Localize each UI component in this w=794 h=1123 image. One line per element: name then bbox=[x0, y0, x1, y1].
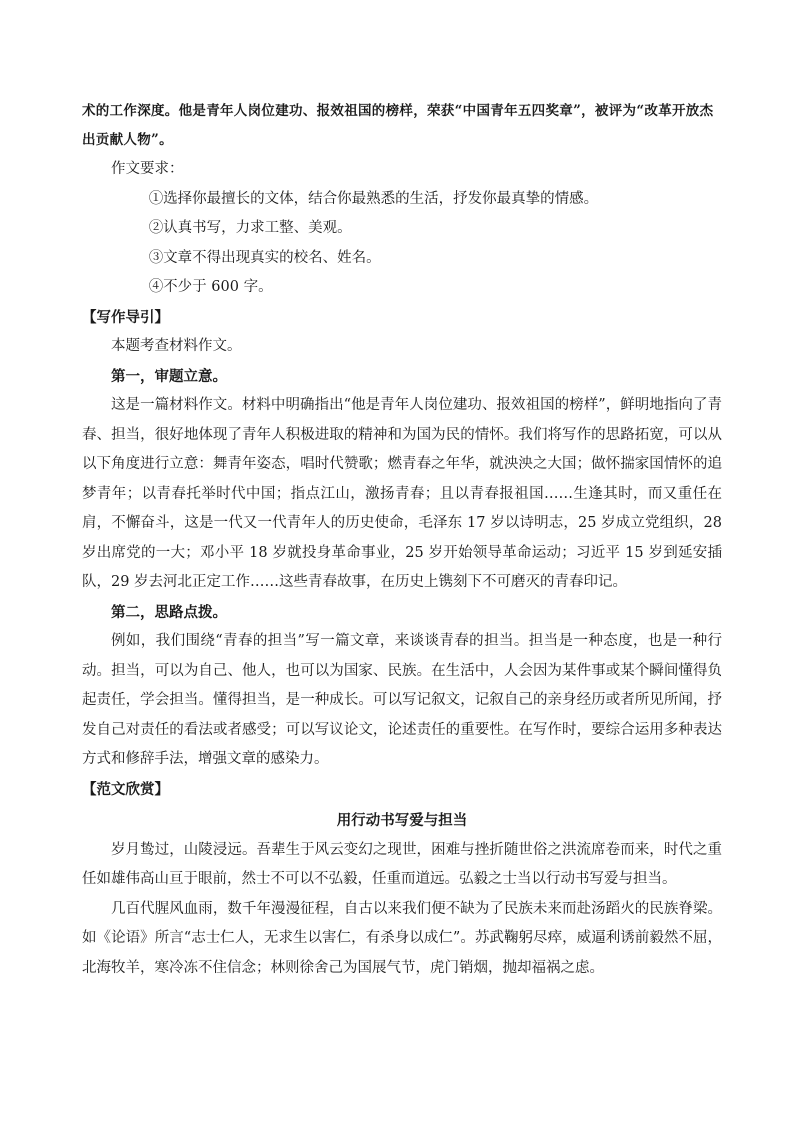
intro-line-2: 出贡献人物”。 bbox=[82, 132, 173, 148]
requirement-item-4: ④不少于 600 字。 bbox=[148, 279, 273, 295]
requirement-item-3: ③文章不得出现真实的校名、姓名。 bbox=[148, 249, 381, 266]
essay-paragraph-1: 岁月鸷过，山陵浸远。吾辈生于风云变幻之现世，困难与挫折随世俗之洪流席卷而来，时代之重任如雄伟高山亘于眼前，然士不可以不弘毅，任重而道远。弘毅之士当以行动书写爱与担当。 bbox=[82, 841, 722, 887]
point2-text: 例如，我们围绕“青春的担当”写一篇文章，来谈谈青春的担当。担当是一种态度，也是一种行动。担当，可以为自己、他人，也可以为国家、民族。在生活中，人会因为某件事或某个瞬间懂得负起责任，学会担当。懂得担当，是一种成长。可以写记叙文，记叙自己的亲身经历或者所见所闻，抒发自己对责任的看法或者感受；可以写议论文，论述责任的重要性。在写作时，要综合运用多种表达方式和修辞手法，增强文章的感染力。 bbox=[82, 633, 722, 767]
guide-summary: 本题考查材料作文。 bbox=[111, 338, 242, 354]
intro-line-1: 术的工作深度。他是青年人岗位建功、报效祖国的榜样，荣获“中国青年五四奖章”，被评为“改革开放杰 bbox=[82, 103, 714, 119]
guide-heading: 【写作导引】 bbox=[82, 308, 169, 326]
essay-paragraph-2: 几百代腥风血雨，数千年漫漫征程，自古以来我们便不缺为了民族未来而赴汤蹈火的民族脊梁。如《论语》所言“志士仁人，无求生以害仁，有杀身以成仁”。苏武鞠躬尽瘁，威逼利诱前毅然不屈，北海牧羊，寒冷冻不住信念；林则徐舍己为国展气节，虎门销烟，抛却福祸之虑。 bbox=[82, 900, 722, 976]
requirements-title: 作文要求： bbox=[111, 161, 184, 177]
requirement-item-2: ②认真书写，力求工整、美观。 bbox=[148, 220, 352, 236]
point1-heading: 第一，审题立意。 bbox=[111, 367, 227, 385]
document-page bbox=[82, 97, 722, 983]
point2-heading: 第二，思路点拨。 bbox=[111, 603, 227, 621]
requirement-item-1: ①选择你最擅长的文体，结合你最熟悉的生活，抒发你最真挚的情感。 bbox=[148, 190, 599, 207]
essay-title: 用行动书写爱与担当 bbox=[336, 812, 468, 829]
model-heading: 【范文欣赏】 bbox=[82, 780, 169, 798]
point1-text: 这是一篇材料作文。材料中明确指出“他是青年人岗位建功、报效祖国的榜样”，鲜明地指向了青春、担当，很好地体现了青年人积极进取的精神和为国为民的情怀。我们将写作的思路拓宽，可以从以下角度进行立意：舞青年姿态，唱时代赞歌；燃青春之年华，就泱泱之大国；做怀揣家国情怀的追梦青年；以青春托举时代中国；指点江山，激扬青春；且以青春报祖国……生逢其时，而又重任在肩，不懈奋斗，这是一代又一代青年人的历史使命，毛泽东 17 岁以诗明志，25 岁成立党组织，28 岁出席党的一大；邓小平 18 岁就投身革命事业，25 岁开始领导革命运动；习近平 15 岁到延安插队，29 岁去河北正定工作……这些青春故事，在历史上镌刻下不可磨灭的青春印记。 bbox=[82, 397, 722, 590]
